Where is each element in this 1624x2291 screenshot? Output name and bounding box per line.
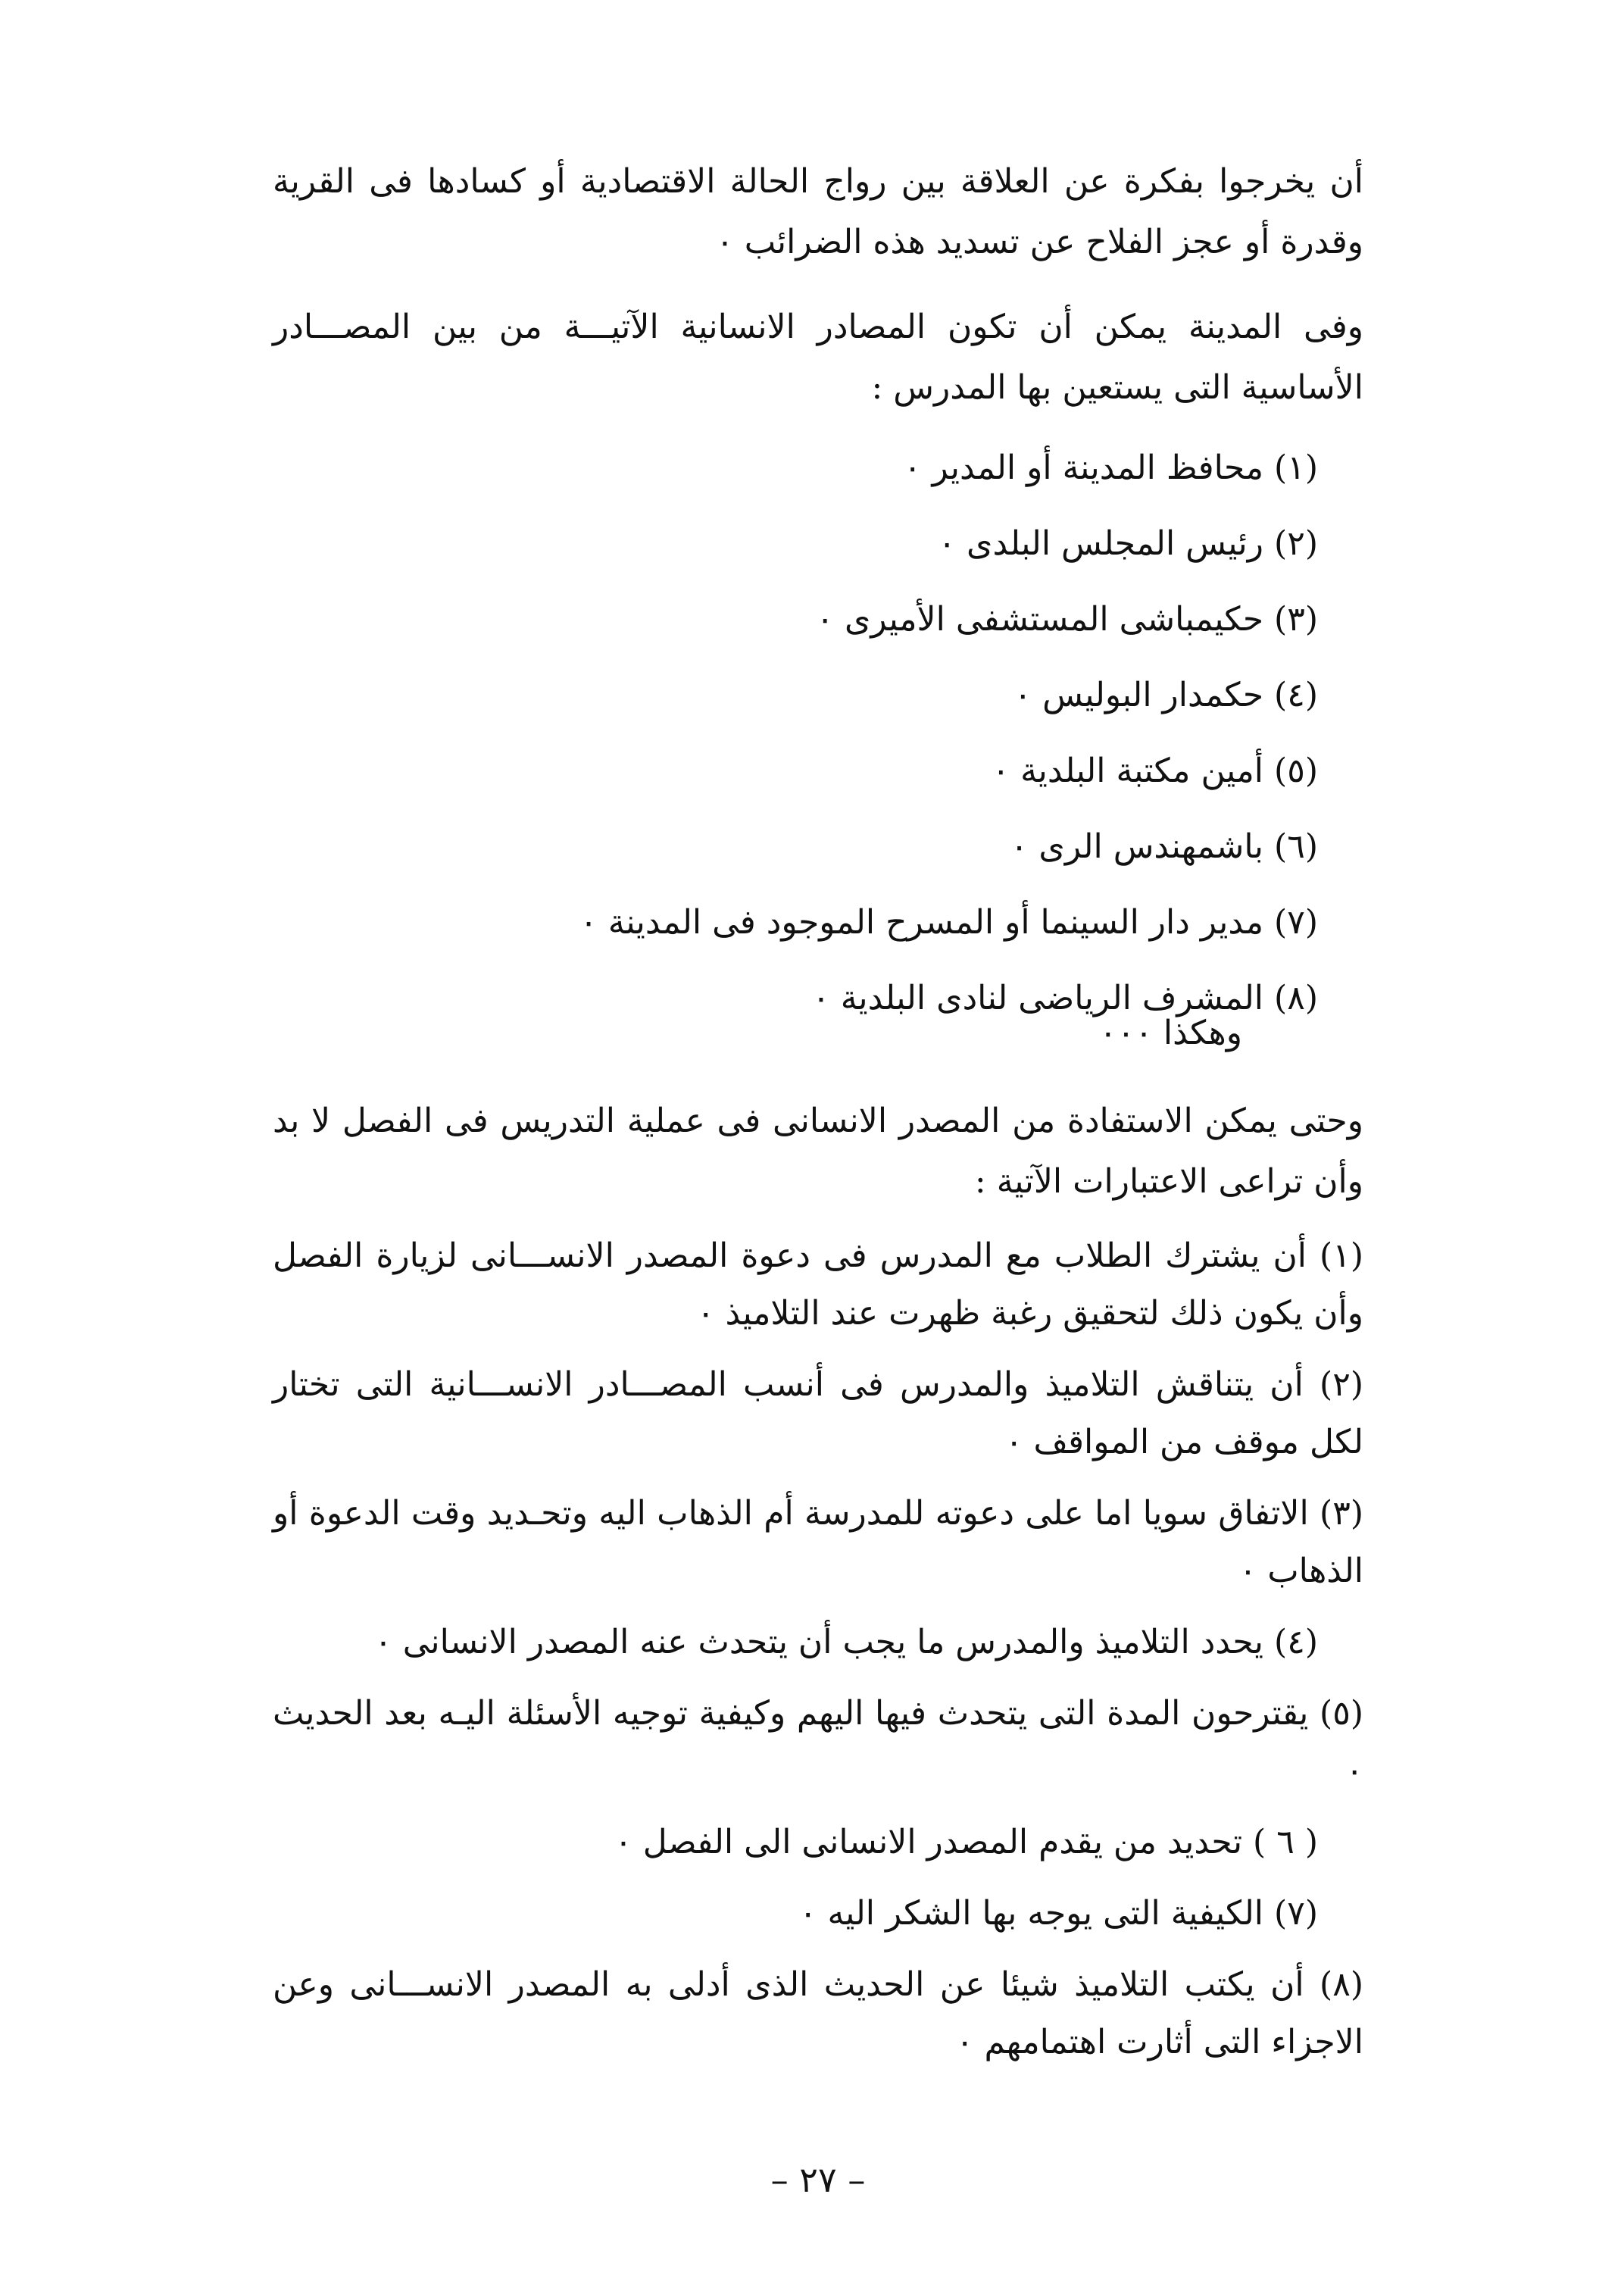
- list-item: (٤) يحدد التلاميذ والمدرس ما يجب أن يتحدث عنه المصدر الانسانى ٠: [374, 1623, 1318, 1661]
- city-sources-intro: وفى المدينة يمكن أن تكون المصادر الانسانية الآتيـــة من بين المصـــادر الأساسية التى يستعين بها المدرس :: [273, 308, 1363, 407]
- list-item: ( ٦ ) تحديد من يقدم المصدر الانسانى الى الفصل ٠: [614, 1823, 1318, 1861]
- considerations-intro: وحتى يمكن الاستفادة من المصدر الانسانى فى عملية التدريس فى الفصل لا بد وأن تراعى الاعتبارات الآتية :: [273, 1102, 1363, 1201]
- city-sources-list: [273, 430, 1363, 1053]
- intro-paragraph: أن يخرجوا بفكرة عن العلاقة بين رواج الحالة الاقتصادية أو كسادها فى القرية وقدرة أو عجز الفلاح عن تسديد هذه الضرائب ٠: [273, 162, 1363, 261]
- list-item: (١) أن يشترك الطلاب مع المدرس فى دعوة المصدر الانســـانى لزيارة الفصل وأن يكون ذلك لتحقيق رغبة ظهرت عند التلاميذ ٠: [273, 1236, 1363, 1333]
- list-item: (٧) الكيفية التى يوجه بها الشكر اليه ٠: [798, 1894, 1318, 1933]
- list-item: (٤) حكمدار البوليس ٠: [1013, 676, 1318, 714]
- list-item: (٨) أن يكتب التلاميذ شيئا عن الحديث الذى أدلى به المصدر الانســـانى وعن الاجزاء التى أثارت اهتمامهم ٠: [273, 1965, 1363, 2061]
- list-item: (٧) مدير دار السينما أو المسرح الموجود فى المدينة ٠: [579, 903, 1318, 942]
- list-item: (٢) أن يتناقش التلاميذ والمدرس فى أنسب المصـــادر الانســـانية التى تختار لكل موقف من المواقف ٠: [273, 1365, 1363, 1461]
- list-item: (٥) يقترحون المدة التى يتحدث فيها اليهم وكيفية توجيه الأسئلة اليـه بعد الحديث ٠: [273, 1694, 1363, 1790]
- list-item: (٣) حكيمباشى المستشفى الأميرى ٠: [816, 600, 1318, 639]
- list-item: (٣) الاتفاق سويا اما على دعوته للمدرسة أم الذهاب اليه وتحـديد وقت الدعوة أو الذهاب ٠: [273, 1494, 1364, 1590]
- list-item: (١) محافظ المدينة أو المدير ٠: [903, 449, 1318, 487]
- document-page: [273, 152, 1363, 2212]
- page-number: – ٢٧ –: [770, 2159, 866, 2200]
- list-closing: وهكذا ٠٠٠: [1099, 1014, 1242, 1052]
- list-item: (٨) المشرف الرياضى لنادى البلدية ٠: [812, 979, 1318, 1017]
- considerations-list: [273, 1227, 1363, 2071]
- list-item: (٢) رئيس المجلس البلدى ٠: [938, 524, 1318, 563]
- list-item: (٥) أمين مكتبة البلدية ٠: [992, 752, 1318, 790]
- list-item: (٦) باشمهندس الرى ٠: [1010, 827, 1318, 866]
